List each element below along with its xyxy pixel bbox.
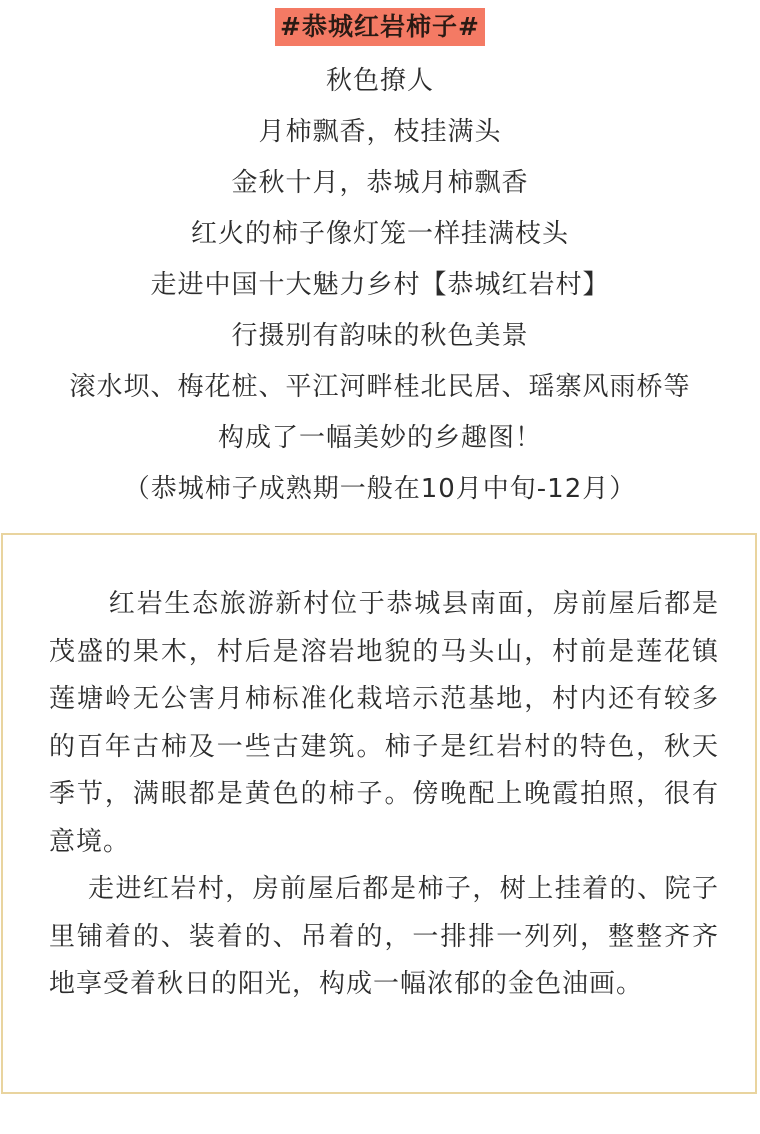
description-box xyxy=(1,533,757,1094)
poem-line: 行摄别有韵味的秋色美景 xyxy=(231,321,529,351)
poem-line: 走进中国十大魅力乡村【恭城红岩村】 xyxy=(150,270,610,300)
poem-line: 滚水坝、梅花桩、平江河畔桂北民居、瑶寨风雨桥等 xyxy=(69,372,691,402)
poem-line: 红火的柿子像灯笼一样挂满枝头 xyxy=(190,219,569,249)
poem-line: （恭城柿子成熟期一般在10月中旬-12月） xyxy=(123,474,637,504)
poem-line: 秋色撩人 xyxy=(325,66,434,96)
hashtag-header xyxy=(0,8,760,46)
poem-line: 月柿飘香，枝挂满头 xyxy=(258,117,502,147)
description-paragraph: 走进红岩村，房前屋后都是柿子，树上挂着的、院子里铺着的、装着的、吊着的，一排排一列列，整整齐齐地享受着秋日的阳光，构成一幅浓郁的金色油画。 xyxy=(49,874,719,999)
poem-line: 金秋十月，恭城月柿飘香 xyxy=(231,168,529,198)
poem-line: 构成了一幅美妙的乡趣图！ xyxy=(217,423,542,453)
poem-block xyxy=(0,56,760,515)
description-paragraph: 红岩生态旅游新村位于恭城县南面，房前屋后都是茂盛的果木，村后是溶岩地貌的马头山，村前是莲花镇莲塘岭无公害月柿标准化栽培示范基地，村内还有较多的百年古柿及一些古建筑。柿子是红岩村的特色，秋天季节，满眼都是黄色的柿子。傍晚配上晚霞拍照，很有意境。 xyxy=(49,589,719,857)
description-text xyxy=(49,581,719,1009)
hashtag-title: #恭城红岩柿子# xyxy=(275,8,485,46)
